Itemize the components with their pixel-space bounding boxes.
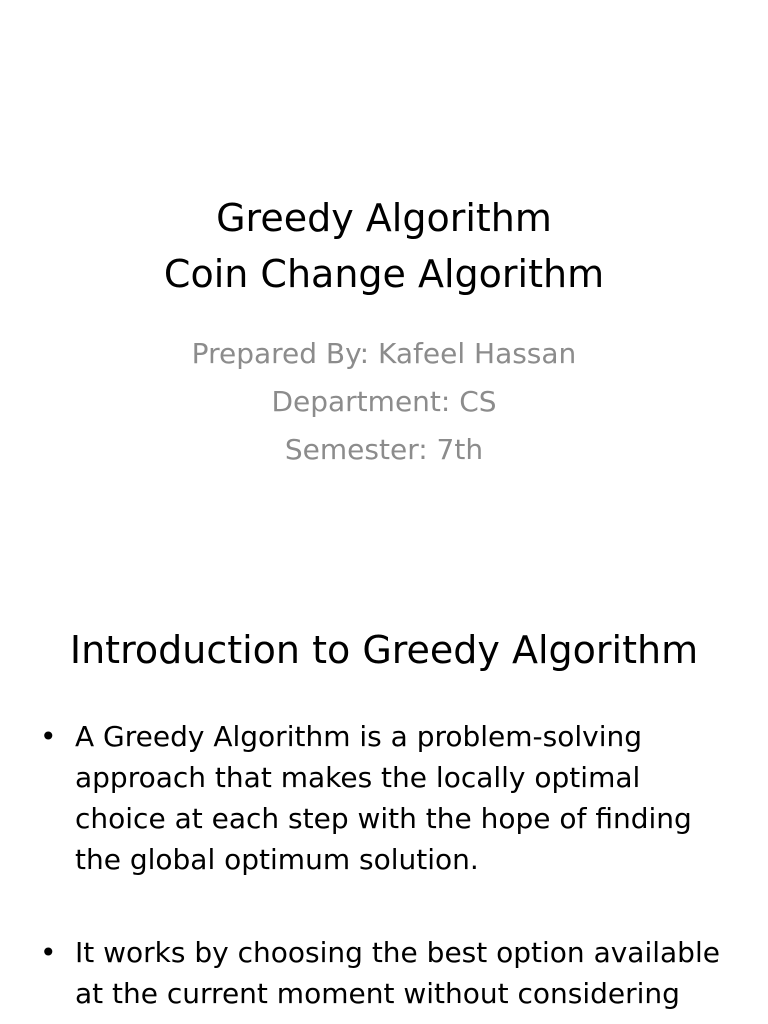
bullet-item	[0, 716, 768, 880]
bullet-list	[0, 716, 768, 1024]
bullet-icon: •	[40, 936, 57, 969]
title-line-1: Greedy Algorithm	[216, 196, 552, 240]
title-line-2: Coin Change Algorithm	[163, 252, 605, 296]
slide-subtitle	[0, 330, 768, 474]
bullet-item	[0, 932, 768, 1014]
bullet-icon: •	[40, 720, 57, 753]
bullet-text: It works by choosing the best option available at the current moment without considering	[75, 936, 720, 1010]
intro-slide	[0, 576, 768, 1024]
slide-title	[0, 190, 768, 302]
bullet-text: A Greedy Algorithm is a problem-solving approach that makes the locally optimal choice at each step with the hope of finding the global optimum solution.	[75, 720, 692, 876]
semester-line: Semester: 7th	[284, 433, 484, 466]
department-line: Department: CS	[271, 385, 497, 418]
prepared-by-line: Prepared By: Kafeel Hassan	[191, 337, 577, 370]
intro-slide-title: Introduction to Greedy Algorithm	[69, 628, 699, 672]
